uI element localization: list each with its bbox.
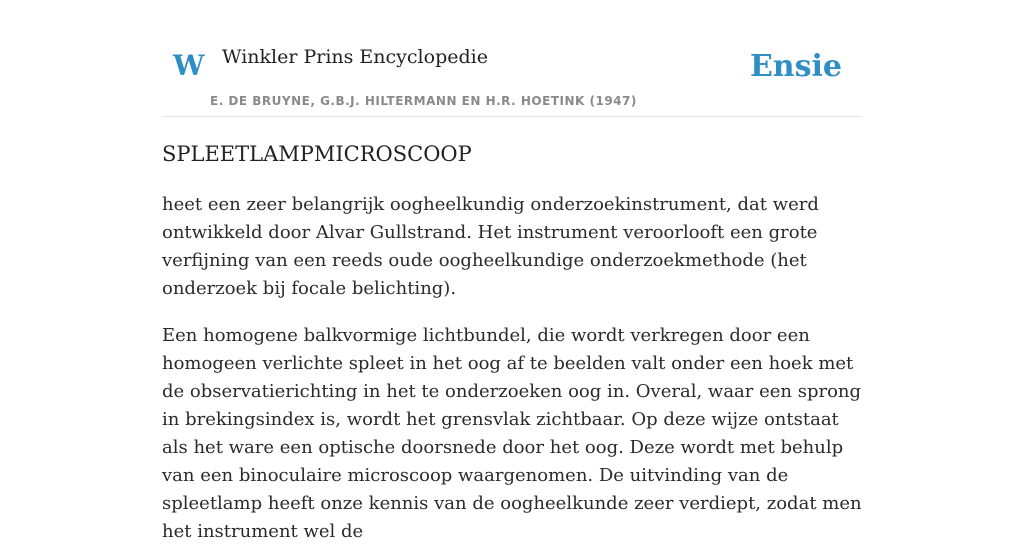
page-header xyxy=(162,0,862,117)
page-container xyxy=(162,0,862,546)
book-authors: E. DE BRUYNE, G.B.J. HILTERMANN EN H.R. HOETINK (1947) xyxy=(210,94,637,108)
article-paragraph: heet een zeer belangrijk oogheelkundig onderzoekinstrument, dat werd ontwikkeld door Alvar Gullstrand. Het instrument veroorlooft een grote verfijning van een reeds oude oogheelkundige onderzoekmethode (het onderzoek bij focale belichting). xyxy=(162,194,819,299)
ensie-logo[interactable]: Ensie xyxy=(749,49,842,84)
winkler-prins-logo[interactable]: W xyxy=(173,49,205,82)
book-title[interactable]: Winkler Prins Encyclopedie xyxy=(222,46,488,68)
article-headword: SPLEETLAMPMICROSCOOP xyxy=(162,142,472,166)
article-paragraph: Een homogene balkvormige lichtbundel, die wordt verkregen door een homogeen verlichte spleet in het oog af te beelden valt onder een hoek met de observatierichting in het te onderzoeken oog in. Overal, waar een sprong in brekingsindex is, wordt het grensvlak zichtbaar. Op deze wijze ontstaat als het ware een optische doorsnede door het oog. Deze wordt met behulp van een binoculaire microscoop waargenomen. De uitvinding van de spleetlamp heeft onze kennis van de oogheelkunde zeer verdiept, zodat men het instrument wel de xyxy=(162,325,862,542)
